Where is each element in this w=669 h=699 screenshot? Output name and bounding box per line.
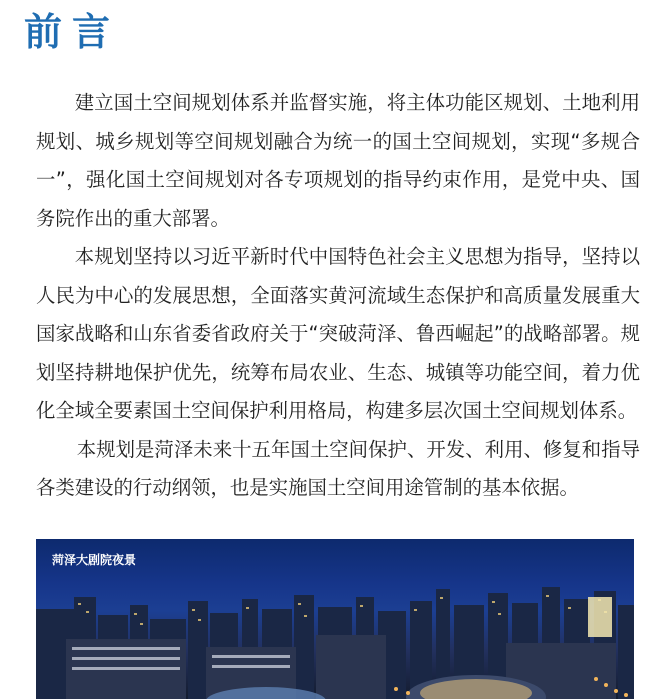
paragraph-3: 本规划是菏泽未来十五年国土空间保护、开发、利用、修复和指导各类建设的行动纲领，也是实施国土空间用途管制的基本依据。 xyxy=(36,437,640,499)
photo-caption: 菏泽大剧院夜景 xyxy=(52,553,137,567)
paragraph-1: 建立国土空间规划体系并监督实施，将主体功能区规划、土地利用规划、城乡规划等空间规划融合为统一的国土空间规划，实现“多规合一”，强化国土空间规划对各专项规划的指导约束作用，是党中央、国务院作出的重大部署。 xyxy=(36,91,640,230)
body-text xyxy=(36,84,640,508)
night-city-photo xyxy=(36,539,634,699)
page-title: 前言 xyxy=(24,10,121,54)
paragraph-2: 本规划坚持以习近平新时代中国特色社会主义思想为指导，坚持以人民为中心的发展思想，全面落实黄河流域生态保护和高质量发展重大国家战略和山东省委省政府关于“突破菏泽、鲁西崛起”的战略部署。规划坚持耕地保护优先，统筹布局农业、生态、城镇等功能空间，着力优化全域全要素国土空间保护利用格局，构建多层次国土空间规划体系。 xyxy=(36,245,640,422)
